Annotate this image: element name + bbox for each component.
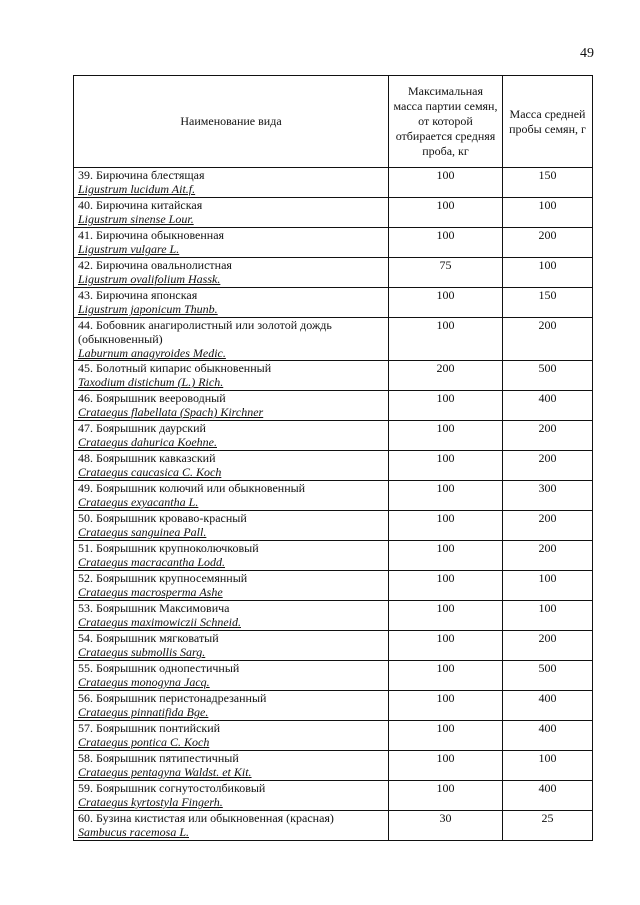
species-common-name: 59. Боярышник согнутостолбиковый <box>78 781 266 795</box>
sample-mass-cell: 200 <box>503 511 593 541</box>
species-name-cell <box>74 721 389 751</box>
sample-mass-cell: 150 <box>503 168 593 198</box>
species-common-name: 60. Бузина кистистая или обыкновенная (красная) <box>78 811 334 825</box>
table-row <box>74 811 593 841</box>
species-latin-name: Crataegus monogyna Jacq. <box>78 675 210 689</box>
species-common-name: 42. Бирючина овальнолистная <box>78 258 232 272</box>
species-latin-name: Ligustrum vulgare L. <box>78 242 180 256</box>
species-common-name: 56. Боярышник перистонадрезанный <box>78 691 267 705</box>
species-common-name: 58. Боярышник пятипестичный <box>78 751 239 765</box>
sample-mass-cell: 400 <box>503 781 593 811</box>
species-latin-name: Crataegus dahurica Koehne. <box>78 435 217 449</box>
sample-mass-cell: 100 <box>503 571 593 601</box>
species-name-cell <box>74 751 389 781</box>
max-batch-mass-cell: 100 <box>389 481 503 511</box>
table-row <box>74 451 593 481</box>
species-latin-name: Crataegus pentagyna Waldst. et Kit. <box>78 765 252 779</box>
species-common-name: 53. Боярышник Максимовича <box>78 601 230 615</box>
species-common-name: 45. Болотный кипарис обыкновенный <box>78 361 272 375</box>
species-common-name: 57. Боярышник понтийский <box>78 721 221 735</box>
species-latin-name: Sambucus racemosa L. <box>78 825 189 839</box>
species-latin-name: Crataegus caucasica C. Koch <box>78 465 222 479</box>
species-common-name: 43. Бирючина японская <box>78 288 198 302</box>
max-batch-mass-cell: 100 <box>389 541 503 571</box>
sample-mass-cell: 200 <box>503 631 593 661</box>
species-latin-name: Ligustrum ovalifolium Hassk. <box>78 272 221 286</box>
species-name-cell <box>74 691 389 721</box>
max-batch-mass-cell: 100 <box>389 228 503 258</box>
max-batch-mass-cell: 100 <box>389 198 503 228</box>
table-row <box>74 361 593 391</box>
species-name-cell <box>74 288 389 318</box>
sample-mass-cell: 100 <box>503 751 593 781</box>
species-latin-name: Crataegus pinnatifida Bge. <box>78 705 209 719</box>
table-row <box>74 318 593 361</box>
table-row <box>74 228 593 258</box>
species-name-cell <box>74 451 389 481</box>
table-row <box>74 198 593 228</box>
max-batch-mass-cell: 100 <box>389 421 503 451</box>
species-latin-name: Crataegus submollis Sarg. <box>78 645 206 659</box>
species-name-cell <box>74 361 389 391</box>
sample-mass-cell: 500 <box>503 361 593 391</box>
species-latin-name: Crataegus exyacantha L. <box>78 495 199 509</box>
species-common-name: 50. Боярышник кроваво-красный <box>78 511 247 525</box>
table-row <box>74 781 593 811</box>
table-row <box>74 661 593 691</box>
max-batch-mass-cell: 100 <box>389 391 503 421</box>
sample-mass-cell: 200 <box>503 228 593 258</box>
species-common-name: 39. Бирючина блестящая <box>78 168 205 182</box>
species-name-cell <box>74 631 389 661</box>
species-name-cell <box>74 811 389 841</box>
max-batch-mass-cell: 100 <box>389 168 503 198</box>
species-latin-name: Laburnum anagyroides Medic. <box>78 346 226 360</box>
species-latin-name: Ligustrum lucidum Ait.f. <box>78 182 196 196</box>
table-row <box>74 571 593 601</box>
table-row <box>74 691 593 721</box>
species-common-name: 48. Боярышник кавказский <box>78 451 216 465</box>
species-common-name: 46. Боярышник веероводный <box>78 391 226 405</box>
species-latin-name: Crataegus flabellata (Spach) Kirchner <box>78 405 264 419</box>
table-row <box>74 751 593 781</box>
page-number: 49 <box>580 46 594 61</box>
table-row <box>74 631 593 661</box>
species-name-cell <box>74 318 389 361</box>
max-batch-mass-cell: 100 <box>389 571 503 601</box>
table-row <box>74 721 593 751</box>
max-batch-mass-cell: 200 <box>389 361 503 391</box>
species-name-cell <box>74 258 389 288</box>
max-batch-mass-cell: 100 <box>389 451 503 481</box>
max-batch-mass-cell: 100 <box>389 661 503 691</box>
species-name-cell <box>74 228 389 258</box>
max-batch-mass-cell: 100 <box>389 631 503 661</box>
header-species-name: Наименование вида <box>74 76 389 168</box>
species-common-name: 51. Боярышник крупноколючковый <box>78 541 259 555</box>
header-sample-mass: Масса средней пробы семян, г <box>503 76 593 168</box>
sample-mass-cell: 150 <box>503 288 593 318</box>
species-common-name: 41. Бирючина обыкновенная <box>78 228 225 242</box>
table-row <box>74 601 593 631</box>
species-name-cell <box>74 511 389 541</box>
species-name-cell <box>74 168 389 198</box>
species-latin-name: Taxodium distichum (L.) Rich. <box>78 375 224 389</box>
sample-mass-cell: 200 <box>503 318 593 361</box>
species-common-name: 47. Боярышник даурский <box>78 421 206 435</box>
species-name-cell <box>74 481 389 511</box>
species-name-cell <box>74 661 389 691</box>
sample-mass-cell: 300 <box>503 481 593 511</box>
max-batch-mass-cell: 100 <box>389 601 503 631</box>
table-row <box>74 258 593 288</box>
species-latin-name: Ligustrum sinense Lour. <box>78 212 194 226</box>
species-latin-name: Crataegus macracantha Lodd. <box>78 555 225 569</box>
table-header-row <box>74 76 593 168</box>
table-row <box>74 481 593 511</box>
species-name-cell <box>74 541 389 571</box>
species-latin-name: Crataegus macrosperma Ashe <box>78 585 223 599</box>
sample-mass-cell: 100 <box>503 258 593 288</box>
max-batch-mass-cell: 100 <box>389 288 503 318</box>
max-batch-mass-cell: 75 <box>389 258 503 288</box>
species-common-name: 40. Бирючина китайская <box>78 198 203 212</box>
max-batch-mass-cell: 100 <box>389 781 503 811</box>
max-batch-mass-cell: 100 <box>389 751 503 781</box>
table-row <box>74 421 593 451</box>
table-row <box>74 391 593 421</box>
species-name-cell <box>74 198 389 228</box>
species-name-cell <box>74 601 389 631</box>
sample-mass-cell: 200 <box>503 451 593 481</box>
max-batch-mass-cell: 100 <box>389 691 503 721</box>
table-body <box>74 168 593 841</box>
max-batch-mass-cell: 100 <box>389 721 503 751</box>
sample-mass-cell: 25 <box>503 811 593 841</box>
species-name-cell <box>74 571 389 601</box>
species-common-name: 44. Бобовник анагиролистный или золотой дождь (обыкновенный) <box>78 318 332 346</box>
table-row <box>74 511 593 541</box>
sample-mass-cell: 400 <box>503 721 593 751</box>
species-name-cell <box>74 391 389 421</box>
max-batch-mass-cell: 100 <box>389 511 503 541</box>
sample-mass-cell: 200 <box>503 541 593 571</box>
species-latin-name: Crataegus sanguinea Pall. <box>78 525 207 539</box>
sample-mass-cell: 400 <box>503 391 593 421</box>
species-latin-name: Crataegus maximowiczii Schneid. <box>78 615 241 629</box>
species-latin-name: Ligustrum japonicum Thunb. <box>78 302 218 316</box>
species-name-cell <box>74 781 389 811</box>
species-latin-name: Crataegus pontica C. Koch <box>78 735 210 749</box>
species-name-cell <box>74 421 389 451</box>
sample-mass-cell: 100 <box>503 198 593 228</box>
species-latin-name: Crataegus kyrtostyla Fingerh. <box>78 795 223 809</box>
species-common-name: 52. Боярышник крупносемянный <box>78 571 248 585</box>
table-row <box>74 288 593 318</box>
species-common-name: 55. Боярышник однопестичный <box>78 661 240 675</box>
species-common-name: 49. Боярышник колючий или обыкновенный <box>78 481 306 495</box>
max-batch-mass-cell: 30 <box>389 811 503 841</box>
table-row <box>74 541 593 571</box>
header-max-batch-mass: Максимальная масса партии семян, от которой отбирается средняя проба, кг <box>389 76 503 168</box>
table-row <box>74 168 593 198</box>
sample-mass-cell: 100 <box>503 601 593 631</box>
max-batch-mass-cell: 100 <box>389 318 503 361</box>
sample-mass-cell: 400 <box>503 691 593 721</box>
sample-mass-cell: 500 <box>503 661 593 691</box>
species-table <box>73 75 593 841</box>
sample-mass-cell: 200 <box>503 421 593 451</box>
species-common-name: 54. Боярышник мягковатый <box>78 631 219 645</box>
